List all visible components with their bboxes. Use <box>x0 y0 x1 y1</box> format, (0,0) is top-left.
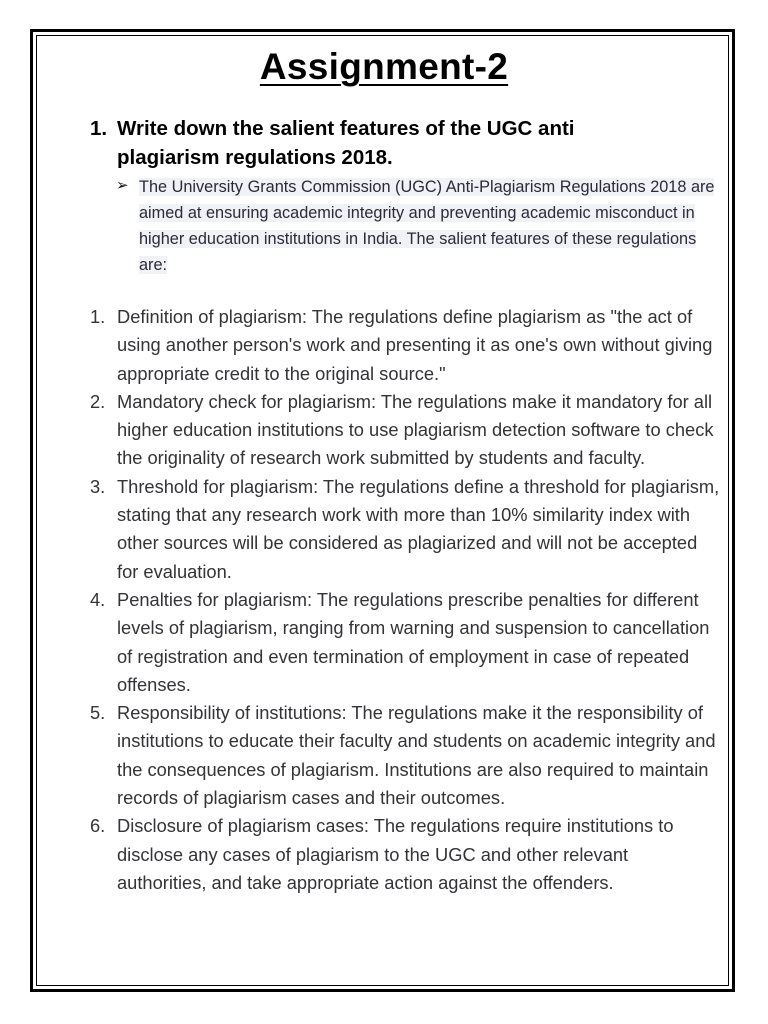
answer-intro <box>116 174 722 278</box>
list-item-text: Definition of plagiarism: The regulations define plagiarism as "the act of using another person's work and presenting it as one's own without giving appropriate credit to the original source." <box>117 306 713 384</box>
list-item-text: Penalties for plagiarism: The regulations prescribe penalties for different levels of plagiarism, ranging from warning and suspension to cancellation of registration and even termination of employment in case of repeated offenses. <box>117 588 710 695</box>
question-number: 1. <box>90 117 108 140</box>
list-item <box>90 586 722 699</box>
list-item-text: Disclosure of plagiarism cases: The regulations require institutions to disclose any cases of plagiarism to the UGC and other relevant authorities, and take appropriate action against the offenders. <box>117 815 674 893</box>
list-item <box>90 812 722 897</box>
list-item <box>90 699 722 812</box>
list-item <box>90 388 722 473</box>
question-text: Write down the salient features of the UGC anti plagiarism regulations 2018. <box>117 117 575 169</box>
intro-text <box>139 174 722 278</box>
page-title: Assignment-2 <box>259 46 509 87</box>
list-item-number: 3. <box>90 475 106 497</box>
features-list <box>90 303 722 897</box>
list-item-text: Responsibility of institutions: The regulations make it the responsibility of institutions to educate their faculty and students on academic integrity and the consequences of plagiarism. Institutions are also required to maintain records of plagiarism cases and their outcomes. <box>117 702 716 809</box>
list-item <box>90 473 722 586</box>
list-item-number: 5. <box>90 702 106 724</box>
arrow-bullet-icon: ➢ <box>116 177 129 194</box>
list-item-text: Mandatory check for plagiarism: The regulations make it mandatory for all higher education institutions to use plagiarism detection software to check the originality of research work submitted by students and faculty. <box>117 390 714 469</box>
question <box>90 114 650 172</box>
list-item <box>90 303 722 388</box>
list-item-number: 4. <box>90 588 106 610</box>
list-item-number: 6. <box>90 815 106 837</box>
intro-text-content: The University Grants Commission (UGC) Anti-Plagiarism Regulations 2018 are aimed at ensuring academic integrity and preventing academic misconduct in higher education institutions in India. The salient features of these regulations are: <box>139 178 715 274</box>
list-item-number: 1. <box>90 306 106 327</box>
list-item-text: Threshold for plagiarism: The regulations define a threshold for plagiarism, stating that any research work with more than 10% similarity index with other sources will be considered as plagiarized and will not be accepted for evaluation. <box>117 475 720 582</box>
list-item-number: 2. <box>90 390 106 412</box>
